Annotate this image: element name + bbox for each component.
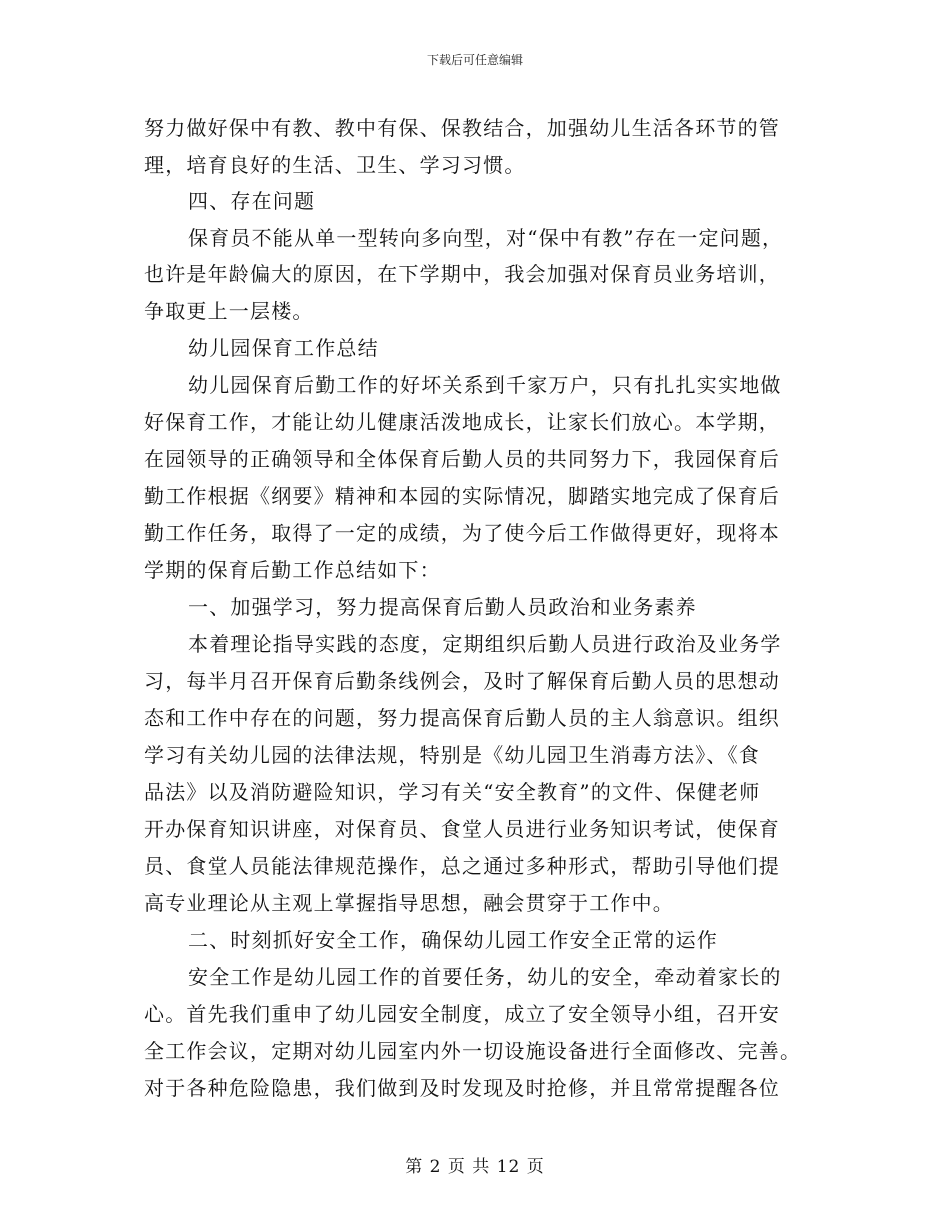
text-line: 习，每半月召开保育后勤条线例会，及时了解保育后勤人员的思想动	[144, 669, 780, 693]
section-heading: 二、时刻抓好安全工作，确保幼儿园工作安全正常的运作	[188, 928, 718, 952]
text-line: 勤工作任务，取得了一定的成绩，为了使今后工作做得更好，现将本	[144, 521, 780, 545]
text-line: 高专业理论从主观上掌握指导思想，融会贯穿于工作中。	[144, 891, 674, 915]
text-line: 在园领导的正确领导和全体保育后勤人员的共同努力下，我园保育后	[144, 447, 780, 471]
text-line: 保育员不能从单一型转向多向型，对“保中有教”存在一定问题，	[188, 226, 784, 250]
text-line: 幼儿园保育后勤工作的好坏关系到千家万户，只有扎扎实实地做	[188, 373, 782, 397]
text-line: 本着理论指导实践的态度，定期组织后勤人员进行政治及业务学	[188, 632, 782, 656]
text-line: 学期的保育后勤工作总结如下：	[144, 558, 441, 582]
text-line: 争取更上一层楼。	[144, 299, 314, 323]
page-number-footer: 第 2 页 共 12 页	[405, 1157, 545, 1177]
text-line: 态和工作中存在的问题，努力提高保育后勤人员的主人翁意识。组织	[144, 706, 780, 730]
text-line: 学习有关幼儿园的法律法规，特别是《幼儿园卫生消毒方法》、《食	[144, 743, 760, 767]
text-line: 也许是年龄偏大的原因，在下学期中，我会加强对保育员业务培训，	[144, 262, 780, 286]
text-line: 好保育工作，才能让幼儿健康活泼地成长，让家长们放心。本学期，	[144, 410, 780, 434]
text-line: 努力做好保中有教、教中有保、保教结合，加强幼儿生活各环节的管	[144, 116, 780, 140]
text-line: 理，培育良好的生活、卫生、学习习惯。	[144, 153, 526, 177]
document-title: 幼儿园保育工作总结	[188, 336, 379, 360]
section-heading: 一、加强学习，努力提高保育后勤人员政治和业务素养	[188, 595, 697, 619]
text-line: 心。首先我们重申了幼儿园安全制度，成立了安全领导小组，召开安	[144, 1002, 780, 1026]
text-line: 对于各种危险隐患，我们做到及时发现及时抢修，并且常常提醒各位	[144, 1076, 780, 1100]
text-line: 全工作会议，定期对幼儿园室内外一切设施设备进行全面修改、完善。	[144, 1039, 802, 1063]
text-line: 员、食堂人员能法律规范操作，总之通过多种形式，帮助引导他们提	[144, 854, 780, 878]
text-line: 安全工作是幼儿园工作的首要任务，幼儿的安全，牵动着家长的	[188, 965, 782, 989]
page-header: 下载后可任意编辑	[426, 53, 523, 67]
text-line: 品法》以及消防避险知识，学习有关“安全教育”的文件、保健老师	[144, 780, 761, 804]
text-line: 勤工作根据《纲要》精神和本园的实际情况，脚踏实地完成了保育后	[144, 484, 780, 508]
text-line: 开办保育知识讲座，对保育员、食堂人员进行业务知识考试，使保育	[144, 817, 780, 841]
section-heading: 四、存在问题	[188, 189, 316, 213]
